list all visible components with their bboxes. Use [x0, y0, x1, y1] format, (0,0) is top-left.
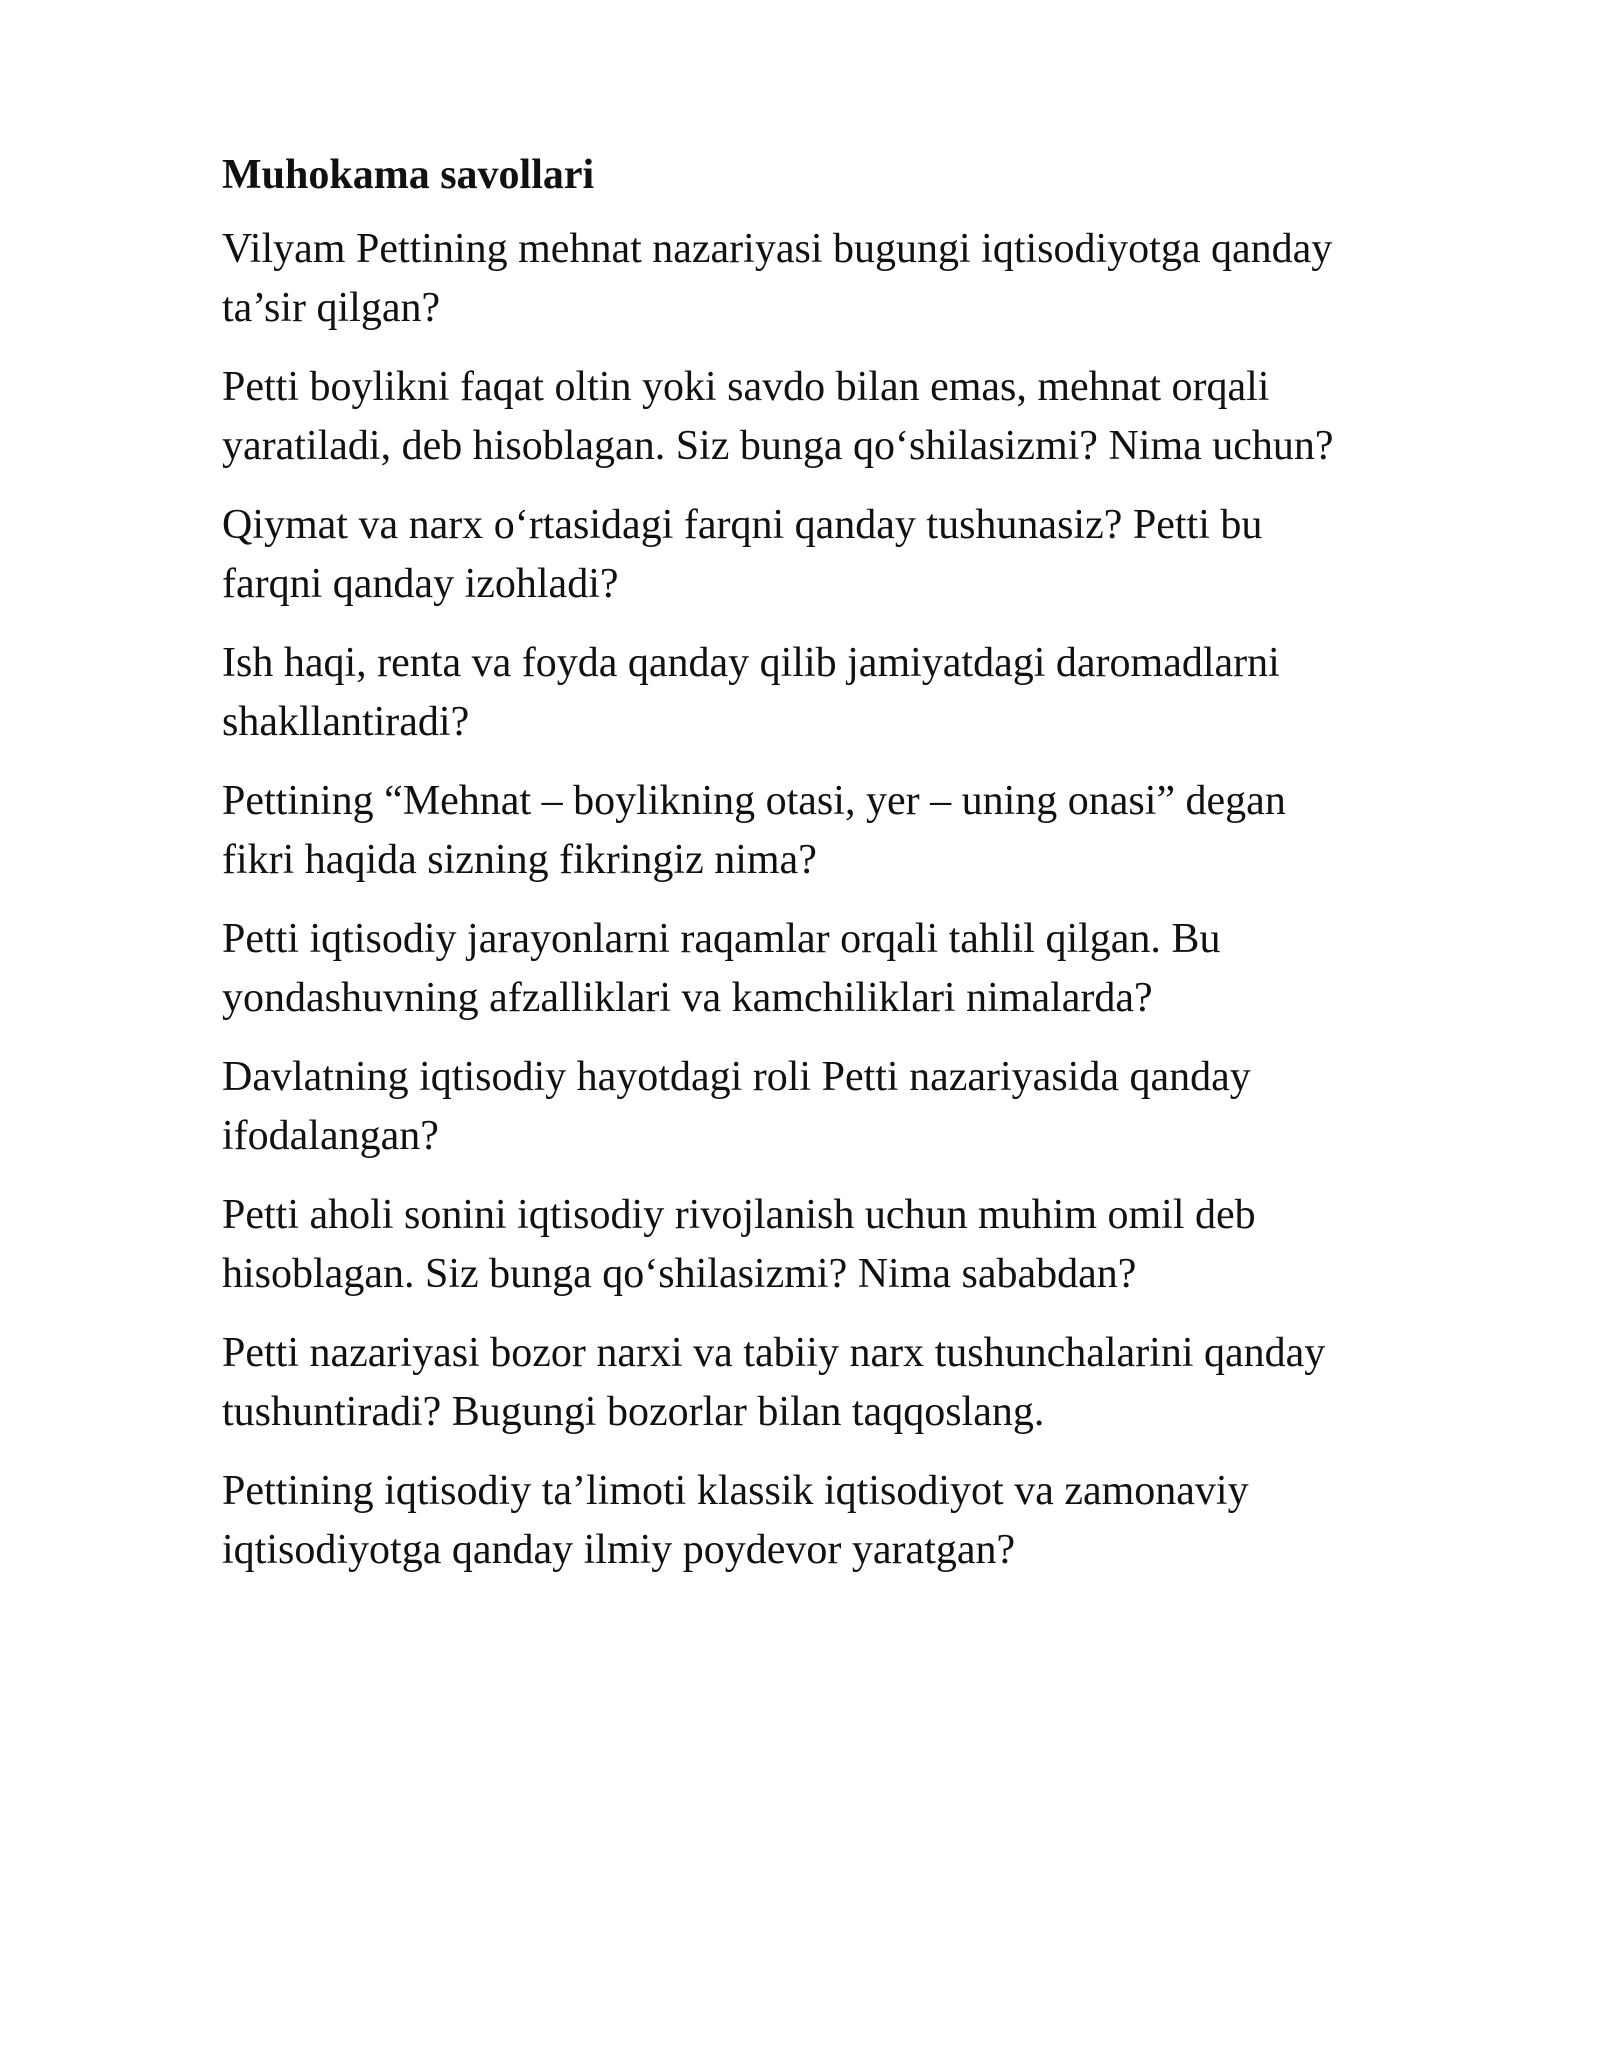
question-item-8 [222, 1186, 1482, 1304]
question-1-line-2: ta’sir qilgan? [222, 285, 441, 331]
question-item-9 [222, 1324, 1482, 1442]
question-5-line-2: fikri haqida sizning fikringiz nima? [222, 837, 817, 883]
question-4-line-2: shakllantiradi? [222, 699, 470, 745]
page-title: Muhokama savollari [222, 152, 595, 198]
question-10-line-2: iqtisodiyotga qanday ilmiy poydevor yaratgan? [222, 1527, 1016, 1573]
discussion-questions-list [222, 220, 1482, 1580]
question-2-line-1: Petti boylikni faqat oltin yoki savdo bilan emas, mehnat orqali [222, 364, 1270, 410]
question-10-line-1: Pettining iqtisodiy ta’limoti klassik iqtisodiyot va zamonaviy [222, 1468, 1249, 1514]
question-4-line-1: Ish haqi, renta va foyda qanday qilib jamiyatdagi daromadlarni [222, 640, 1280, 686]
question-9-line-2: tushuntiradi? Bugungi bozorlar bilan taqqoslang. [222, 1389, 1045, 1435]
question-item-2 [222, 358, 1482, 476]
question-7-line-1: Davlatning iqtisodiy hayotdagi roli Petti nazariyasida qanday [222, 1054, 1251, 1100]
question-5-line-1: Pettining “Mehnat – boylikning otasi, yer – uning onasi” degan [222, 778, 1286, 824]
question-6-line-1: Petti iqtisodiy jarayonlarni raqamlar orqali tahlil qilgan. Bu [222, 916, 1221, 962]
question-1-line-1: Vilyam Pettining mehnat nazariyasi bugungi iqtisodiyotga qanday [222, 226, 1333, 272]
question-7-line-2: ifodalangan? [222, 1113, 439, 1159]
question-item-7 [222, 1048, 1482, 1166]
question-3-line-1: Qiymat va narx o‘rtasidagi farqni qanday tushunasiz? Petti bu [222, 502, 1263, 548]
question-8-line-2: hisoblagan. Siz bunga qo‘shilasizmi? Nima sababdan? [222, 1251, 1137, 1297]
question-8-line-1: Petti aholi sonini iqtisodiy rivojlanish uchun muhim omil deb [222, 1192, 1256, 1238]
question-3-line-2: farqni qanday izohladi? [222, 561, 619, 607]
question-item-4 [222, 634, 1482, 752]
question-9-line-1: Petti nazariyasi bozor narxi va tabiiy narx tushunchalarini qanday [222, 1330, 1326, 1376]
document-page [222, 146, 1482, 1600]
question-item-10 [222, 1462, 1482, 1580]
question-item-5 [222, 772, 1482, 890]
question-item-3 [222, 496, 1482, 614]
question-item-6 [222, 910, 1482, 1028]
question-6-line-2: yondashuvning afzalliklari va kamchiliklari nimalarda? [222, 975, 1153, 1021]
question-2-line-2: yaratiladi, deb hisoblagan. Siz bunga qo‘shilasizmi? Nima uchun? [222, 423, 1334, 469]
question-item-1 [222, 220, 1482, 338]
